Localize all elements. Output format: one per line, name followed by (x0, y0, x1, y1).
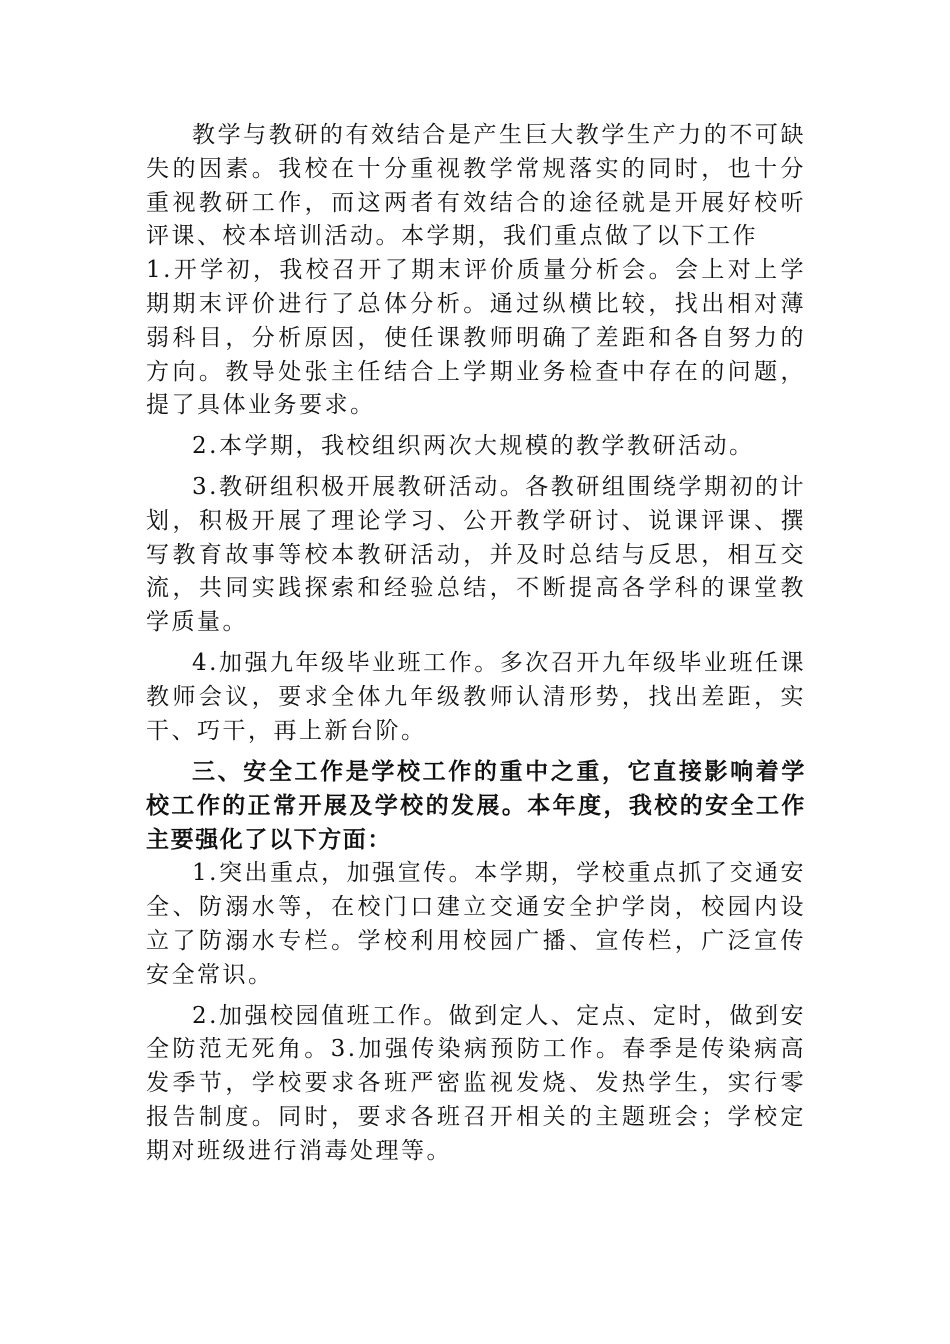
document-body (146, 119, 806, 1169)
paragraph-teaching-research-intro: 教学与教研的有效结合是产生巨大教学生产力的不可缺失的因素。我校在十分重视教学常规落实的同时，也十分重视教研工作，而这两者有效结合的途径就是开展好校听评课、校本培训活动。本学期，我们重点做了以下工作 (146, 122, 806, 250)
paragraph-safety-item-1-publicity: 1.突出重点，加强宣传。本学期，学校重点抓了交通安全、防溺水等，在校门口建立交通安全护学岗，校园内设立了防溺水专栏。学校利用校园广播、宣传栏，广泛宣传安全常识。 (146, 860, 806, 988)
paragraph-item-4-graduating-class: 4.加强九年级毕业班工作。多次召开九年级毕业班任课教师会议，要求全体九年级教师认清形势，找出差距，实干、巧干，再上新台阶。 (146, 649, 806, 744)
paragraph-item-1-evaluation-meeting: 1.开学初，我校召开了期末评价质量分析会。会上对上学期期末评价进行了总体分析。通过纵横比较，找出相对薄弱科目，分析原因，使任课教师明确了差距和各自努力的方向。教导处张主任结合上学期业务检查中存在的问题，提了具体业务要求。 (146, 257, 806, 419)
section-heading-safety-work: 三、安全工作是学校工作的重中之重，它直接影响着学校工作的正常开展及学校的发展。本年度，我校的安全工作主要强化了以下方面： (146, 759, 806, 854)
paragraph-safety-item-2-duty-and-disease: 2.加强校园值班工作。做到定人、定点、定时，做到安全防范无死角。3.加强传染病预防工作。春季是传染病高发季节，学校要求各班严密监视发烧、发热学生，实行零报告制度。同时，要求各班召开相关的主题班会；学校定期对班级进行消毒处理等。 (146, 1002, 806, 1164)
paragraph-item-2-activities: 2.本学期，我校组织两次大规模的教学教研活动。 (192, 433, 755, 460)
paragraph-item-3-research-groups: 3.教研组积极开展教研活动。各教研组围绕学期初的计划，积极开展了理论学习、公开教学研讨、说课评课、撰写教育故事等校本教研活动，并及时总结与反思，相互交流，共同实践探索和经验总结，不断提高各学科的课堂教学质量。 (146, 473, 806, 636)
